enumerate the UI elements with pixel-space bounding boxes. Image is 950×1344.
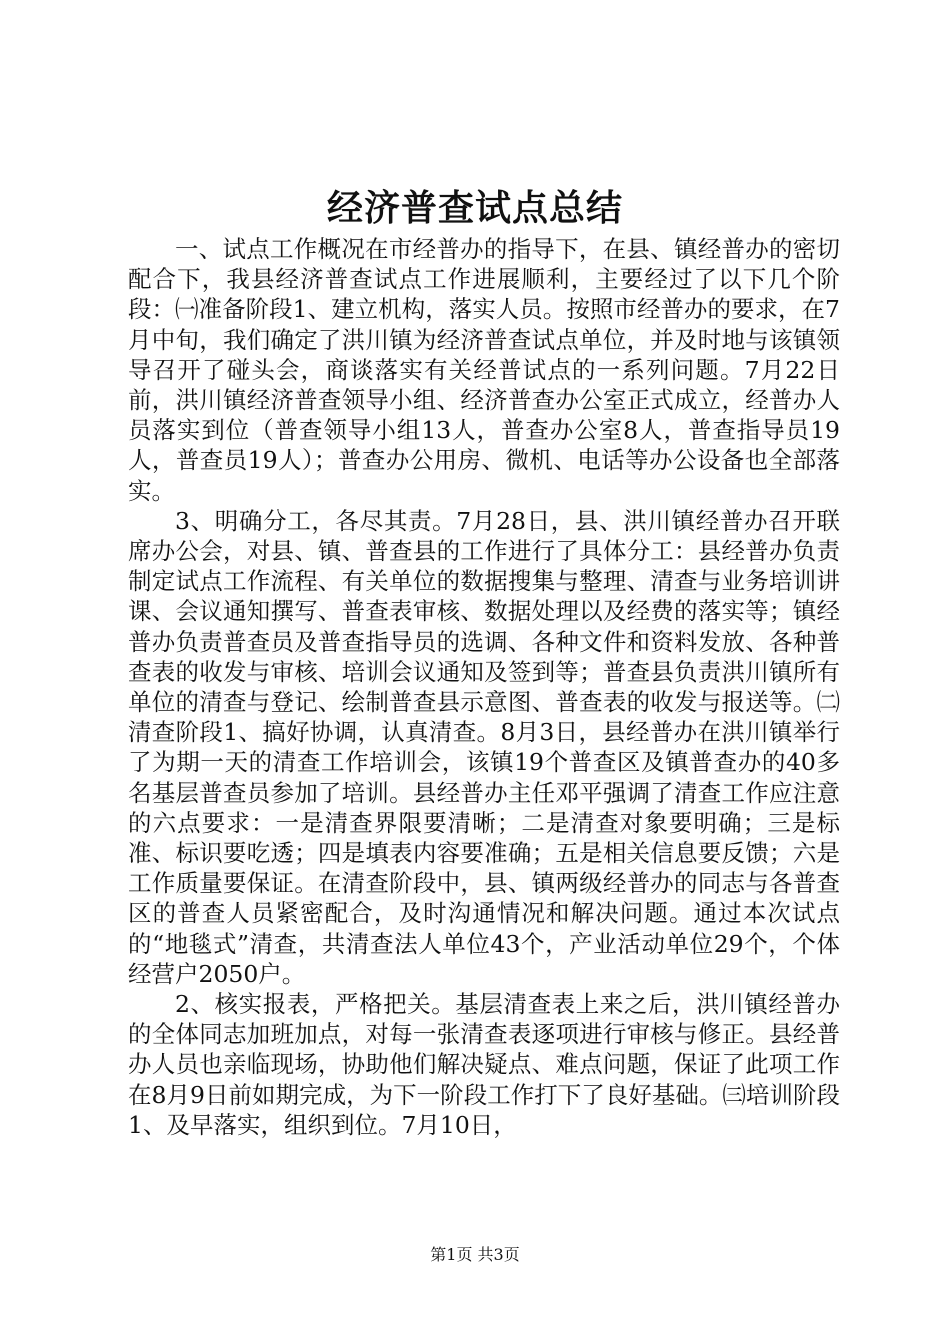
- paragraph-1: 一、试点工作概况在市经普办的指导下，在县、镇经普办的密切配合下，我县经济普查试点工作进展顺利，主要经过了以下几个阶段：㈠准备阶段1、建立机构，落实人员。按照市经普办的要求，在7月中旬，我们确定了洪川镇为经济普查试点单位，并及时地与该镇领导召开了碰头会，商谈落实有关经普试点的一系列问题。7月22日前，洪川镇经济普查领导小组、经济普查办公室正式成立，经普办人员落实到位（普查领导小组13人，普查办公室8人，普查指导员19人，普查员19人）；普查办公用房、微机、电话等办公设备也全部落实。: [128, 235, 840, 505]
- page-footer: 第1页 共3页: [430, 1245, 520, 1264]
- document-body: [128, 234, 840, 1140]
- document-title: 经济普查试点总结: [326, 187, 623, 229]
- paragraph-3: 2、核实报表，严格把关。基层清查表上来之后，洪川镇经普办的全体同志加班加点，对每一张清查表逐项进行审核与修正。县经普办人员也亲临现场，协助他们解决疑点、难点问题，保证了此项工作在8月9日前如期完成，为下一阶段工作打下了良好基础。㈢培训阶段1、及早落实，组织到位。7月10日，: [128, 990, 840, 1139]
- paragraph-2: 3、明确分工，各尽其责。7月28日，县、洪川镇经普办召开联席办公会，对县、镇、普查县的工作进行了具体分工：县经普办负责制定试点工作流程、有关单位的数据搜集与整理、清查与业务培训讲课、会议通知撰写、普查表审核、数据处理以及经费的落实等；镇经普办负责普查员及普查指导员的选调、各种文件和资料发放、各种普查表的收发与审核、培训会议通知及签到等；普查县负责洪川镇所有单位的清查与登记、绘制普查县示意图、普查表的收发与报送等。㈡清查阶段1、搞好协调，认真清查。8月3日，县经普办在洪川镇举行了为期一天的清查工作培训会，该镇19个普查区及镇普查办的40多名基层普查员参加了培训。县经普办主任邓平强调了清查工作应注意的六点要求：一是清查界限要清晰；二是清查对象要明确；三是标准、标识要吃透；四是填表内容要准确；五是相关信息要反馈；六是工作质量要保证。在清查阶段中，县、镇两级经普办的同志与各普查区的普查人员紧密配合，及时沟通情况和解决问题。通过本次试点的“地毯式”清查，共清查法人单位43个，产业活动单位29个，个体经营户2050户。: [128, 506, 840, 988]
